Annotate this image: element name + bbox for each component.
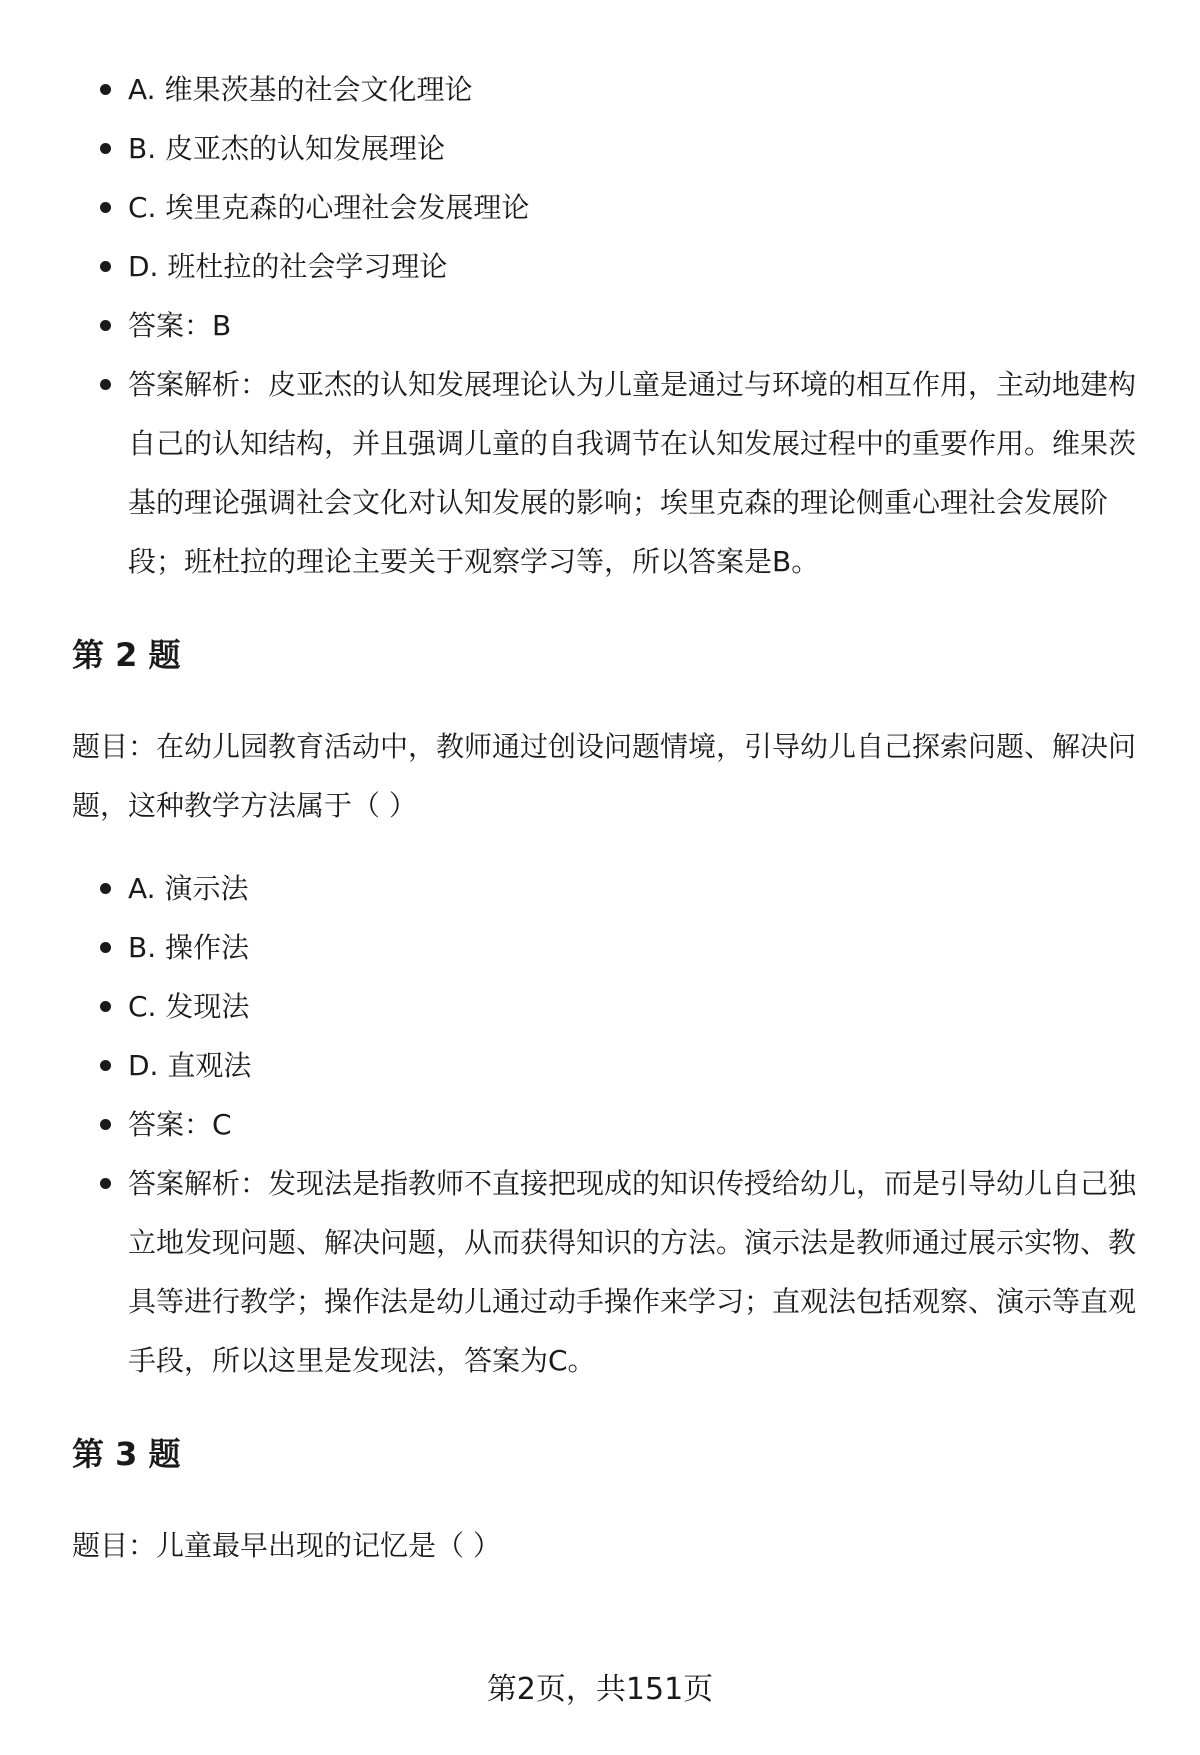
option-d: D. 直观法	[72, 1036, 1152, 1095]
question-3-stem: 题目：儿童最早出现的记忆是（ ）	[72, 1529, 501, 1562]
page-number: 第2页，共151页	[486, 1672, 714, 1707]
option-c: C. 发现法	[72, 977, 1152, 1036]
answer: 答案：C	[72, 1095, 1152, 1154]
option-d: D. 班杜拉的社会学习理论	[72, 237, 1152, 296]
option-a: A. 维果茨基的社会文化理论	[72, 60, 1152, 119]
question-3-title: 第 3 题	[72, 1435, 181, 1473]
option-c: C. 埃里克森的心理社会发展理论	[72, 178, 1152, 237]
document-page	[72, 60, 1152, 1575]
option-b: B. 操作法	[72, 918, 1152, 977]
answer-explanation: 答案解析：发现法是指教师不直接把现成的知识传授给幼儿，而是引导幼儿自己独立地发现问题、解决问题，从而获得知识的方法。演示法是教师通过展示实物、教具等进行教学；操作法是幼儿通过动手操作来学习；直观法包括观察、演示等直观手段，所以这里是发现法，答案为C。	[72, 1154, 1152, 1390]
question-2-stem: 题目：在幼儿园教育活动中，教师通过创设问题情境，引导幼儿自己探索问题、解决问题，这种教学方法属于（ ）	[72, 730, 1137, 822]
question-2-options	[72, 859, 1152, 1390]
option-b: B. 皮亚杰的认知发展理论	[72, 119, 1152, 178]
answer: 答案：B	[72, 296, 1152, 355]
question-1-options	[72, 60, 1152, 591]
question-2-title: 第 2 题	[72, 636, 181, 674]
answer-explanation: 答案解析：皮亚杰的认知发展理论认为儿童是通过与环境的相互作用，主动地建构自己的认知结构，并且强调儿童的自我调节在认知发展过程中的重要作用。维果茨基的理论强调社会文化对认知发展的影响；埃里克森的理论侧重心理社会发展阶段；班杜拉的理论主要关于观察学习等，所以答案是B。	[72, 355, 1152, 591]
option-a: A. 演示法	[72, 859, 1152, 918]
